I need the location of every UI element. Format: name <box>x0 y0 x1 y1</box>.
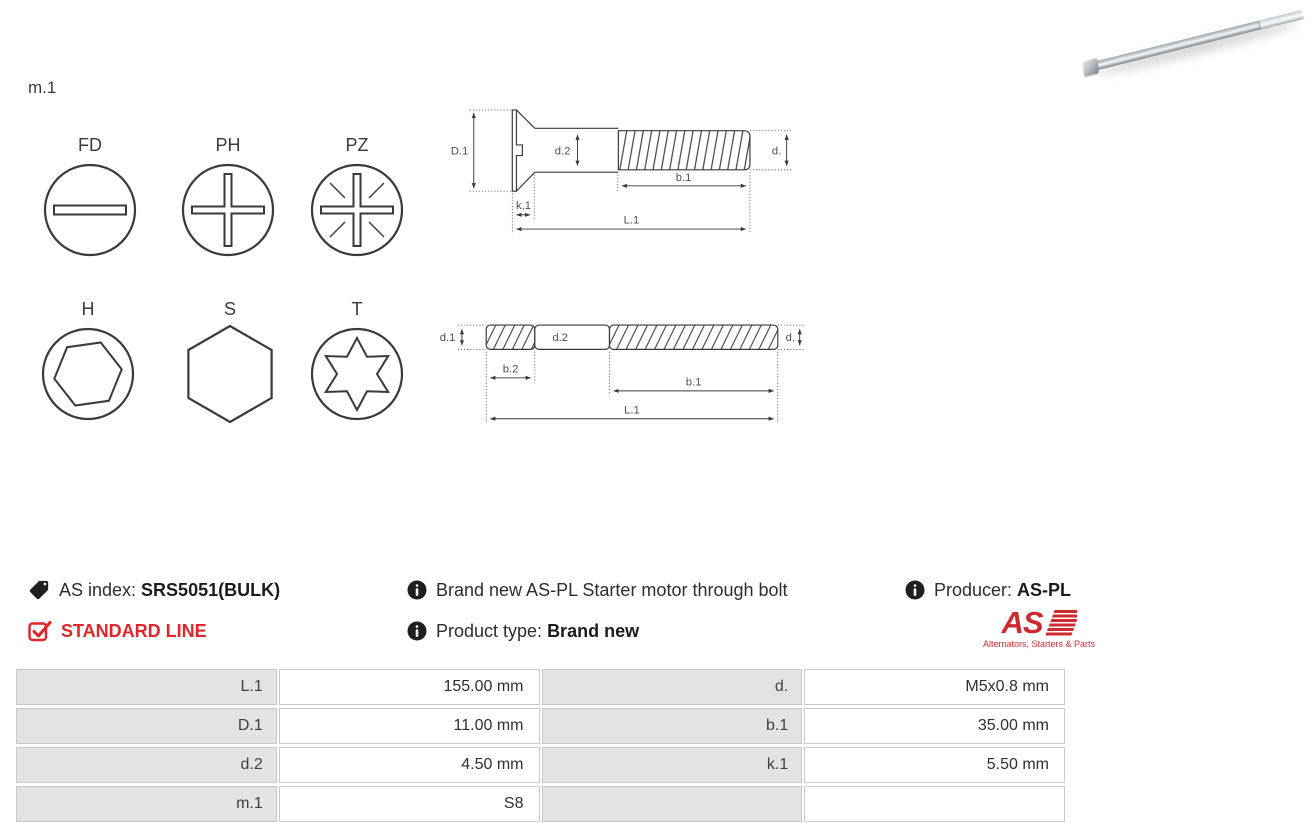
flat-drive-icon <box>40 160 140 260</box>
spec-label: D.1 <box>16 708 277 744</box>
spec-value <box>804 786 1065 822</box>
as-pl-logo <box>973 605 1105 649</box>
drive-type-fd-label: FD <box>78 135 102 155</box>
head-type-label: m.1 <box>28 78 57 97</box>
spec-value: 35.00 mm <box>804 708 1065 744</box>
product-description: Brand new AS-PL Starter motor through bolt <box>436 579 788 600</box>
drive-type-t <box>307 298 407 424</box>
spec-label: b.1 <box>542 708 803 744</box>
logo-stripes-icon <box>1043 609 1077 637</box>
product-photo <box>1078 0 1316 92</box>
dim-L1-label: L.1 <box>623 214 640 227</box>
dim-d1-label: d.1 <box>440 332 456 345</box>
logo-caption: Alternators, Starters & Parts <box>982 639 1096 649</box>
bolt-side-view-diagram <box>440 75 1080 315</box>
tag-icon <box>28 579 50 601</box>
spec-value: 4.50 mm <box>279 747 540 783</box>
logo-mark <box>973 605 1105 640</box>
logo-as-text: AS <box>1001 605 1043 640</box>
dim-d-label: d. <box>771 145 782 158</box>
dim-b1-label: b.1 <box>685 376 702 389</box>
torx-drive-icon <box>307 324 407 424</box>
standard-line-row <box>28 619 280 643</box>
spec-value: 11.00 mm <box>279 708 540 744</box>
drive-type-ph <box>178 134 278 260</box>
spec-label: d.2 <box>16 747 277 783</box>
producer-row <box>905 578 1071 602</box>
product-type-label: Product type: <box>436 620 543 641</box>
drive-type-ph-label: PH <box>215 135 241 155</box>
dim-L1-label: L.1 <box>624 404 640 417</box>
as-index-row <box>28 578 280 602</box>
as-index-value: SRS5051(BULK) <box>141 579 281 600</box>
dim-b2-label: b.2 <box>502 363 519 376</box>
hex-socket-icon <box>38 324 138 424</box>
stud-side-view-diagram <box>440 315 1080 510</box>
spec-label: k.1 <box>542 747 803 783</box>
dim-b1-label: b.1 <box>675 172 692 185</box>
info-column-middle <box>407 578 788 660</box>
dim-D1-label: D.1 <box>450 145 469 158</box>
dim-d-label: d. <box>785 332 795 345</box>
bolt-image <box>1092 10 1304 71</box>
dim-d2-label: d.2 <box>552 332 568 345</box>
drive-type-s-label: S <box>223 299 236 319</box>
spec-value: 5.50 mm <box>804 747 1065 783</box>
standard-line-badge: STANDARD LINE <box>61 620 207 641</box>
table-row <box>16 669 1065 705</box>
stud-outline <box>486 325 778 349</box>
table-row <box>16 747 1065 783</box>
drive-type-h <box>38 298 138 424</box>
as-index-label: AS index: <box>59 579 137 600</box>
spec-label <box>542 786 803 822</box>
drive-type-h-label: H <box>81 299 95 319</box>
product-type-row <box>407 619 788 643</box>
phillips-drive-icon <box>178 160 278 260</box>
dim-k1-label: k.1 <box>516 199 532 212</box>
bolt-outline <box>512 110 750 191</box>
drive-type-t-label: T <box>351 299 363 319</box>
producer-label: Producer: <box>934 579 1013 600</box>
dim-d2-label: d.2 <box>554 145 571 158</box>
info-icon <box>407 621 427 641</box>
producer-value: AS-PL <box>1017 579 1072 600</box>
checkbox-checked-icon <box>28 620 52 642</box>
spec-label: d. <box>542 669 803 705</box>
drive-type-pz-label: PZ <box>345 135 369 155</box>
info-icon <box>905 580 925 600</box>
drive-type-pz <box>307 134 407 260</box>
drive-type-fd <box>40 134 140 260</box>
description-row <box>407 578 788 602</box>
drive-type-s <box>180 298 280 424</box>
product-type-value: Brand new <box>547 620 640 641</box>
spec-value: 155.00 mm <box>279 669 540 705</box>
table-row <box>16 708 1065 744</box>
hex-external-icon <box>180 324 280 424</box>
pozidriv-drive-icon <box>307 160 407 260</box>
spec-value: S8 <box>279 786 540 822</box>
spec-value: M5x0.8 mm <box>804 669 1065 705</box>
info-column-left <box>28 578 280 660</box>
spec-label: m.1 <box>16 786 277 822</box>
info-icon <box>407 580 427 600</box>
table-row <box>16 786 1065 822</box>
spec-table <box>14 666 1067 825</box>
spec-label: L.1 <box>16 669 277 705</box>
